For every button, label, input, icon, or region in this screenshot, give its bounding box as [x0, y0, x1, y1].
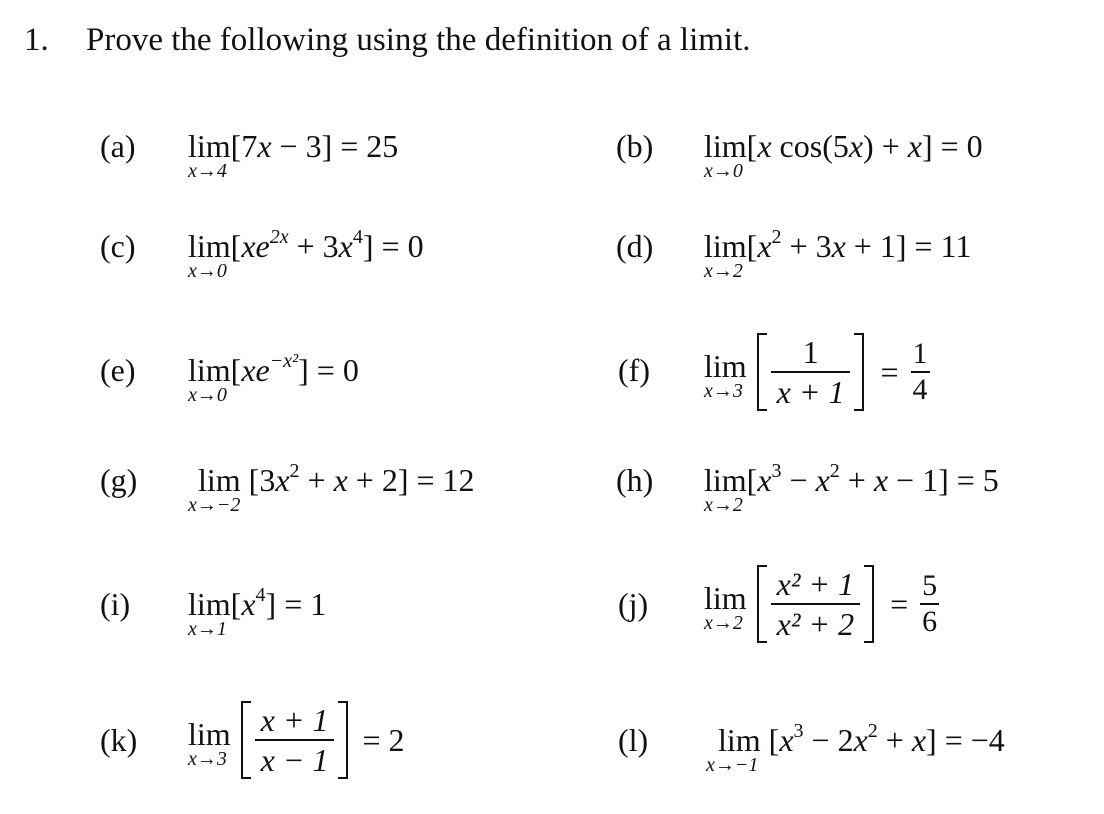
limit-subscript: x→3	[704, 379, 743, 402]
fraction-denominator: 4	[912, 372, 928, 406]
right-bracket	[854, 333, 864, 411]
right-bracket	[864, 565, 874, 643]
limit-operator: lim x→0	[188, 352, 231, 406]
limit-operator: lim x→3	[704, 347, 747, 402]
problem-heading	[24, 22, 751, 59]
problem-number: 1.	[24, 22, 49, 58]
bracket-group	[757, 333, 865, 411]
left-bracket	[241, 701, 251, 779]
problem-b-label: (b)	[616, 128, 654, 164]
right-bracket	[338, 701, 348, 779]
limit-subscript: x→0	[188, 260, 227, 282]
limit-operator: lim x→0	[704, 128, 747, 182]
problem-e-label: (e)	[100, 352, 136, 388]
limit-subscript: x→2	[704, 494, 743, 516]
limit-subscript: x→0	[704, 160, 743, 182]
fraction-numerator: x² + 1	[776, 566, 855, 603]
problem-j-expression	[704, 562, 943, 646]
fraction-numerator: x + 1	[260, 702, 329, 739]
problem-instruction: Prove the following using the definition of a limit.	[86, 22, 751, 58]
problem-a-expression: lim x→4 [7x − 3] = 25	[188, 128, 399, 182]
fraction-numerator: 1	[802, 334, 819, 371]
problem-a-label: (a)	[100, 128, 136, 164]
problem-i-expression: lim x→1 $[x^4] = 1$	[188, 584, 327, 640]
fraction-denominator: x² + 2	[776, 605, 855, 642]
limit-operator: lim x→2	[704, 579, 747, 634]
limit-operator: lim x→4	[188, 128, 231, 182]
problem-b-expression: lim x→0 [x cos(5x) + x] = 0	[704, 128, 983, 182]
problem-k-expression	[188, 698, 405, 782]
problem-g-expression: lim x→−2 $[3x^2 + x + 2] = 12$	[188, 460, 475, 516]
problem-f-expression	[704, 330, 934, 414]
limit-subscript: x→−2	[188, 494, 241, 516]
problem-d-label: (d)	[616, 228, 654, 264]
limit-operator: lim x→−2	[188, 462, 241, 516]
problem-c-expression: lim x→0 $[xe^{2x} + 3x^4] = 0$	[188, 226, 424, 282]
fraction	[771, 333, 851, 411]
equals-value: = 2	[362, 721, 405, 758]
limit-subscript: x→3	[188, 747, 227, 770]
problem-h-expression: lim x→2 $[x^3 - x^2 + x - 1] = 5$	[704, 460, 999, 516]
limit-operator: lim x→1	[188, 586, 231, 640]
left-bracket	[757, 565, 767, 643]
limit-subscript: x→2	[704, 260, 743, 282]
limit-subscript: x→2	[704, 611, 743, 634]
problem-g-label: (g)	[100, 462, 138, 498]
fraction-numerator: 5	[922, 569, 938, 603]
fraction	[771, 565, 860, 643]
limit-subscript: x→−1	[706, 754, 759, 776]
limit-subscript: x→1	[188, 618, 227, 640]
bracket-group	[757, 565, 874, 643]
problem-h-label: (h)	[616, 462, 654, 498]
limit-operator: lim x→2	[704, 462, 747, 516]
problem-d-expression: lim x→2 $[x^2 + 3x + 1] = 11$	[704, 226, 972, 282]
bracket-group	[241, 701, 349, 779]
limit-subscript: x→4	[188, 160, 227, 182]
fraction	[255, 701, 335, 779]
fraction-denominator: x − 1	[260, 741, 329, 778]
rhs-fraction	[920, 569, 939, 639]
limit-operator: lim x→−1	[706, 722, 761, 776]
problem-e-expression: lim x→0 $[xe^{-x^2}] = 0$	[188, 350, 359, 406]
problem-i-label: (i)	[100, 586, 131, 622]
limit-subscript: x→0	[188, 384, 227, 406]
equals-sign: =	[890, 585, 909, 622]
fraction-numerator: 1	[912, 337, 928, 371]
limit-operator: lim x→0	[188, 228, 231, 282]
fraction-denominator: 6	[922, 604, 938, 638]
fraction-denominator: x + 1	[776, 373, 845, 410]
limit-operator: lim x→3	[188, 715, 231, 770]
left-bracket	[757, 333, 767, 411]
problem-l-label: (l)	[618, 722, 649, 758]
problem-f-label: (f)	[618, 352, 650, 388]
limit-operator: lim x→2	[704, 228, 747, 282]
problem-c-label: (c)	[100, 228, 136, 264]
equals-sign: =	[880, 353, 899, 390]
problem-j-label: (j)	[618, 586, 649, 622]
rhs-fraction	[911, 337, 930, 407]
problem-l-expression: lim x→−1 $[x^3 - 2x^2 + x] = -4$	[706, 720, 1005, 776]
problem-k-label: (k)	[100, 722, 138, 758]
